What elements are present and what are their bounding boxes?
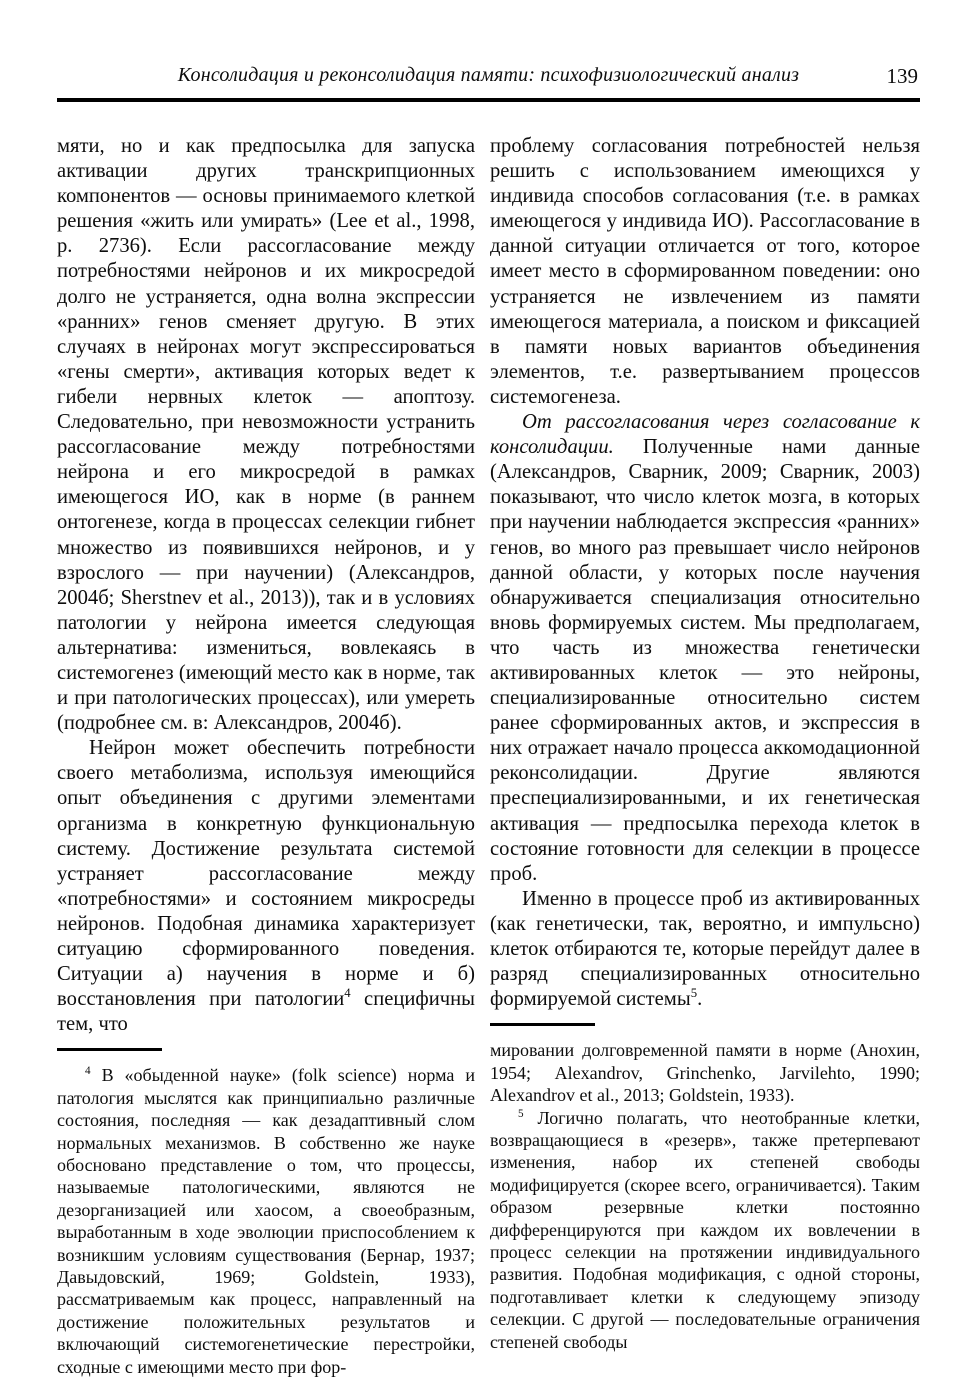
text-run: Именно в процессе проб из активированных (как генетически, так, вероятно, и импульсно) клеток отбираются те, которые перейдут далее в разряд специализированных относительно формируемой системы	[490, 887, 920, 1011]
text-columns	[57, 134, 920, 1378]
paragraph	[57, 134, 475, 736]
footnote-marker: 5	[518, 1107, 524, 1120]
text-run: .	[697, 988, 703, 1011]
paragraph	[490, 134, 920, 410]
column-right-footnotes	[490, 1039, 920, 1353]
text-run: мировании долговременной памяти в норме (Анохин, 1954; Alexandrov, Grinchenko, Jarvilehto, 1990; Alexandrov et al., 2013; Goldstein, 1933).	[490, 1040, 920, 1106]
footnote-marker: 4	[344, 986, 351, 1001]
italic-text-run: От рассогласования через согласование к консолидации.	[490, 411, 920, 459]
footnote-marker: 5	[690, 986, 698, 1001]
column-left-footnotes	[57, 1064, 475, 1378]
text-run: проблему согласования потребностей нельзя решить с использованием имеющихся у индивида способов согласования (т.е. в рамках имеющегося у индивида ИО). Рассогласование в данной ситуации отличается от того, которое имеет место в сформированном поведении: оно устраняется не извлечением из памяти имеющегося материала, а поиском и фиксацией в памяти новых вариантов объединения элементов, т.е. развертыванием процессов системогенеза.	[490, 135, 920, 408]
column-left	[57, 134, 475, 1378]
column-right	[490, 134, 920, 1378]
paragraph	[490, 887, 920, 1012]
column-right-body	[490, 134, 920, 1012]
footnote-separator-left	[57, 1048, 162, 1051]
paragraph	[490, 410, 920, 887]
text-run: В «обыденной науке» (folk science) норма и патология мыслятся как принципиально различные состояния, последняя — как дезадаптивный слом нормальных механизмов. В собственно же науке обосновано представление о том, что процессы, называемые патологическими, являются не дезорганизацией или хаосом, а своеобразным, выработанным в ходе эволюции приспособлением к возникшим условиям существования (Бернар, 1937; Давыдовский, 1969; Goldstein, 1933), рассматриваемым как процесс, направленный на достижение положительных результатов и включающий системогенетические перестройки, сходные с имеющими место при фор-	[57, 1065, 475, 1377]
text-run: специфичны тем, что	[57, 988, 475, 1036]
paragraph	[57, 736, 475, 1037]
column-left-body	[57, 134, 475, 1037]
page-number: 139	[886, 64, 918, 88]
paragraph	[490, 1107, 920, 1353]
footnote-separator-right	[490, 1023, 595, 1026]
header-rule	[57, 98, 920, 102]
text-run: Логично полагать, что неотобранные клетки, возвращающиеся в «резерв», также претерпевают изменения, набор их степеней свободы модифицируется (скорее всего, ограничивается). Таким образом резервные клетки постоянно дифференцируются при каждом их вовлечении в процесс селекции на протяжении индивидуального развития. Подобная модификация, с одной стороны, подготавливает клетки к следующему эпизоду селекции. С другой — последовательные ограничения степеней свободы	[490, 1107, 920, 1352]
text-run: Полученные нами данные (Александров, Сварник, 2009; Сварник, 2003) показывают, что число клеток мозга, в которых при научении наблюдается экспрессия «ранних» генов, во много раз превышает число нейронов данной области, у которых после научения обнаруживается специализация относительно вновь формируемых систем. Мы предполагаем, что часть из множества генетически активированных клеток — это нейроны, специализированные относительно систем ранее сформированных актов, и экспрессия в них отражает начало процесса аккомодационной реконсолидации. Другие являются преспециализированными, и их генетическая активация — предпосылка перехода клеток в состояние готовности для селекции в процессе проб.	[490, 436, 920, 885]
running-title: Консолидация и реконсолидация памяти: психофизиологический анализ	[177, 64, 800, 86]
paragraph	[57, 1064, 475, 1378]
footnote-marker: 4	[85, 1065, 91, 1078]
text-run: Нейрон может обеспечить потребности своего метаболизма, используя имеющийся опыт объединения с другими элементами организма в конкретную функциональную систему. Достижение результата системой устраняет рассогласование между «потребностями» и состоянием микросреды нейронов. Подобная динамика характеризует ситуацию сформированного поведения. Ситуации а) научения в норме и б) восстановления при патологии	[57, 737, 475, 1011]
paragraph	[490, 1039, 920, 1106]
page-header	[57, 64, 920, 92]
text-run: мяти, но и как предпосылка для запуска активации других транскрипционных компонентов — основы принимаемого клеткой решения «жить или умирать» (Lee et al., 1998, p. 2736). Если рассогласование между потребностями нейронов и их микросредой долго не устраняется, одна волна экспрессии «ранних» генов сменяет другую. В этих случаях в нейронах могут экспрессироваться «гены смерти», активация которых ведет к гибели нервных клеток — апоптозу. Следовательно, при невозможности устранить рассогласование между потребностями нейрона и его микросредой в рамках имеющегося ИО, как в норме (в раннем онтогенезе, когда в процессах селекции гибнет множество из появившихся нейронов, и у взрослого — при научении) (Александров, 2004б; Sherstnev et al., 2013)), так и в условиях патологии у нейрона имеется следующая альтернатива: измениться, вовлекаясь в системогенез (имеющий место как в норме, так и при патологических процессах), или умереть (подробнее см. в: Александров, 2004б).	[57, 135, 475, 735]
